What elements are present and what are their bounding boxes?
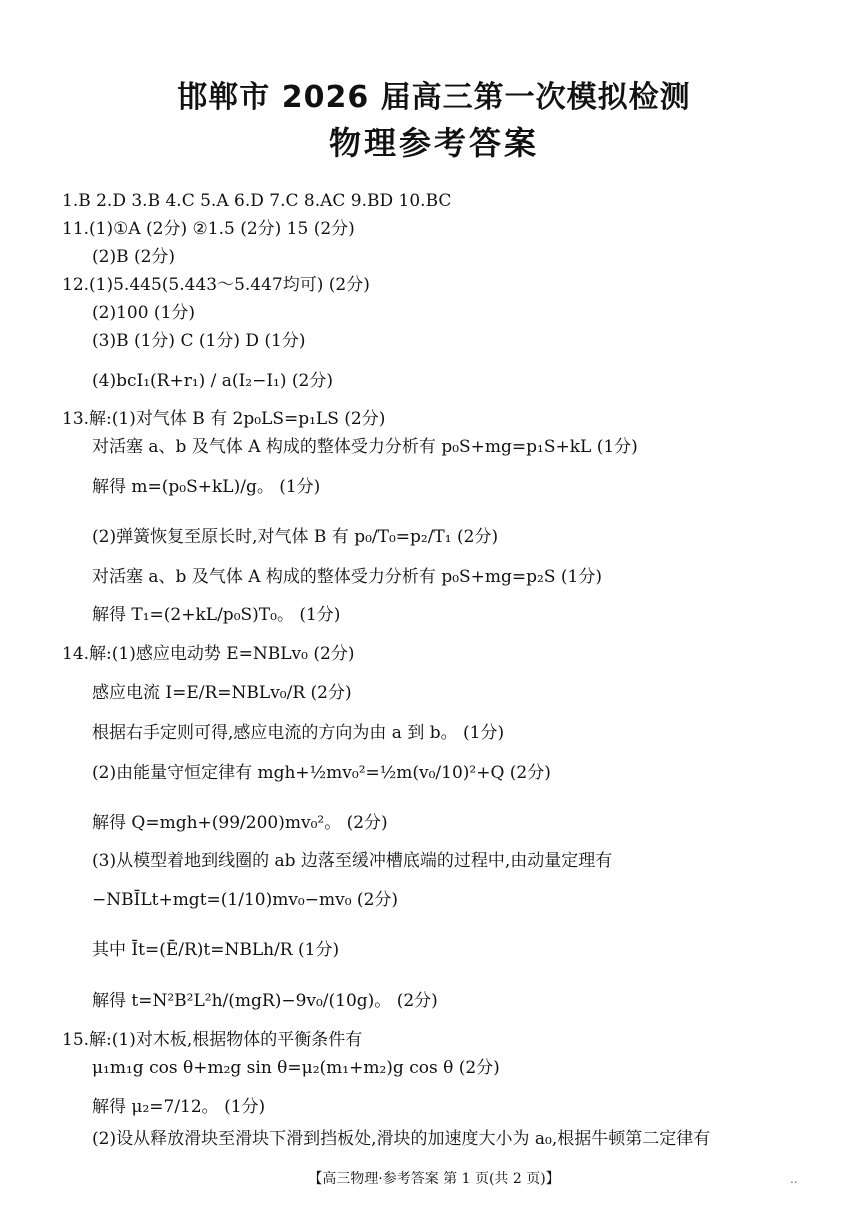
answer-line: 1.B 2.D 3.B 4.C 5.A 6.D 7.C 8.AC 9.BD 10.BC — [62, 191, 452, 211]
answer-line: (2)设从释放滑块至滑块下滑到挡板处,滑块的加速度大小为 a₀,根据牛顿第二定律有 — [92, 1129, 711, 1149]
answer-line: μ₁m₁g cos θ+m₂g sin θ=μ₂(m₁+m₂)g cos θ (2分) — [92, 1058, 500, 1078]
answer-line: (2)100 (1分) — [92, 303, 196, 323]
answer-line: (4)bcI₁(R+r₁) / a(I₂−I₁) (2分) — [92, 371, 333, 391]
page-footer: 【高三物理·参考答案 第 1 页(共 2 页)】 — [308, 1171, 560, 1187]
answer-line: 11.(1)①A (2分) ②1.5 (2分) 15 (2分) — [62, 219, 355, 239]
answer-line: (3)B (1分) C (1分) D (1分) — [92, 331, 306, 351]
page-subtitle: 物理参考答案 — [328, 124, 539, 162]
answer-line: 15.解:(1)对木板,根据物体的平衡条件有 — [62, 1030, 363, 1050]
answer-line: 感应电流 I=E/R=NBLv₀/R (2分) — [92, 683, 352, 703]
answer-line: (2)B (2分) — [92, 247, 176, 267]
answer-line: −NBĪLt+mgt=(1/10)mv₀−mv₀ (2分) — [92, 890, 399, 910]
answer-line: 根据右手定则可得,感应电流的方向为由 a 到 b。 (1分) — [92, 723, 505, 743]
answer-line: 对活塞 a、b 及气体 A 构成的整体受力分析有 p₀S+mg=p₂S (1分) — [92, 567, 602, 587]
answer-line: 解得 Q=mgh+(99/200)mv₀²。 (2分) — [92, 813, 388, 833]
corner-mark: .. — [790, 1172, 798, 1186]
answer-line: (2)弹簧恢复至原长时,对气体 B 有 p₀/T₀=p₂/T₁ (2分) — [92, 527, 499, 547]
answer-line: 13.解:(1)对气体 B 有 2p₀LS=p₁LS (2分) — [62, 409, 386, 429]
answer-line: (3)从模型着地到线圈的 ab 边落至缓冲槽底端的过程中,由动量定理有 — [92, 851, 613, 871]
answer-line: 14.解:(1)感应电动势 E=NBLv₀ (2分) — [62, 644, 355, 664]
answer-line: 12.(1)5.445(5.443～5.447均可) (2分) — [62, 275, 370, 295]
page-title: 邯郸市 2026 届高三第一次模拟检测 — [177, 80, 691, 115]
answer-line: (2)由能量守恒定律有 mgh+½mv₀²=½m(v₀/10)²+Q (2分) — [92, 763, 551, 783]
answer-line: 解得 μ₂=7/12。 (1分) — [92, 1097, 266, 1117]
answer-line: 解得 t=N²B²L²h/(mgR)−9v₀/(10g)。 (2分) — [92, 991, 438, 1011]
answer-line: 对活塞 a、b 及气体 A 构成的整体受力分析有 p₀S+mg=p₁S+kL (1分) — [92, 437, 638, 457]
answer-line: 解得 T₁=(2+kL/p₀S)T₀。 (1分) — [92, 605, 341, 625]
answer-line: 解得 m=(p₀S+kL)/g。 (1分) — [92, 477, 321, 497]
answer-line: 其中 Īt=(Ē/R)t=NBLh/R (1分) — [92, 940, 340, 960]
